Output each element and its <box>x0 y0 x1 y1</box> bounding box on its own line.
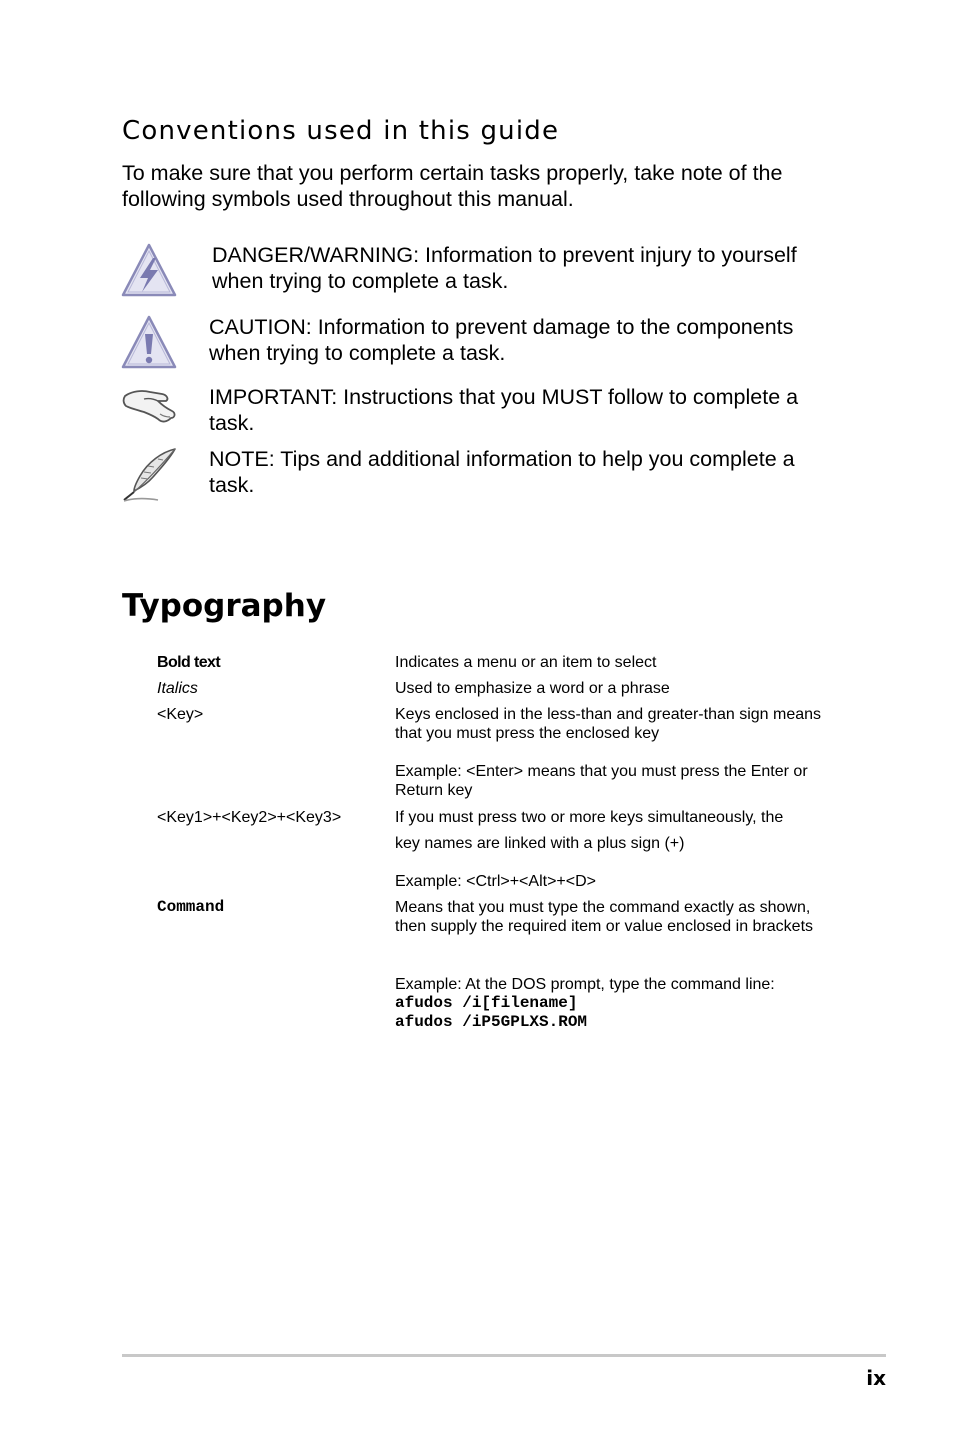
symbol-note-text: NOTE: Tips and additional information to help you complete a task. <box>209 447 795 497</box>
example-key-combo: Example: <Ctrl>+<Alt>+<D> <box>395 873 596 890</box>
command-line-2: afudos /iP5GPLXS.ROM <box>395 1013 588 1031</box>
conventions-intro: To make sure that you perform certain tasks properly, take note of the following symbols used throughout this manual. <box>122 161 783 211</box>
desc-bold-text: Indicates a menu or an item to select <box>395 654 657 671</box>
term-key-combo: <Key1>+<Key2>+<Key3> <box>157 809 342 826</box>
desc-key-combo-line2: key names are linked with a plus sign (+) <box>395 835 685 852</box>
term-command: Command <box>157 898 225 916</box>
term-italics: Italics <box>157 680 198 697</box>
symbol-danger-text: DANGER/WARNING: Information to prevent injury to yourself when trying to complete a task. <box>212 243 797 293</box>
desc-command: Means that you must type the command exactly as shown, then supply the required item or value enclosed in brackets <box>395 899 814 935</box>
danger-lightning-icon <box>120 242 178 298</box>
desc-key: Keys enclosed in the less-than and greater-than sign means that you must press the enclosed key <box>395 706 822 742</box>
page-number: ix <box>866 1366 886 1390</box>
term-bold-text: Bold text <box>157 654 221 671</box>
note-quill-icon <box>120 446 180 504</box>
example-key: Example: <Enter> means that you must press the Enter or Return key <box>395 763 808 799</box>
conventions-heading: Conventions used in this guide <box>122 116 560 146</box>
caution-exclamation-icon <box>120 314 178 370</box>
example-command: Example: At the DOS prompt, type the command line: <box>395 976 775 993</box>
desc-italics: Used to emphasize a word or a phrase <box>395 680 670 697</box>
important-hand-icon <box>122 386 178 428</box>
symbol-caution-text: CAUTION: Information to prevent damage to the components when trying to complete a task. <box>209 315 794 365</box>
desc-key-combo-line1: If you must press two or more keys simultaneously, the <box>395 809 784 826</box>
footer-divider <box>122 1354 886 1357</box>
term-key: <Key> <box>157 706 204 723</box>
symbol-important-text: IMPORTANT: Instructions that you MUST follow to complete a task. <box>209 385 799 435</box>
command-line-1: afudos /i[filename] <box>395 994 578 1012</box>
typography-heading: Typography <box>122 588 327 624</box>
